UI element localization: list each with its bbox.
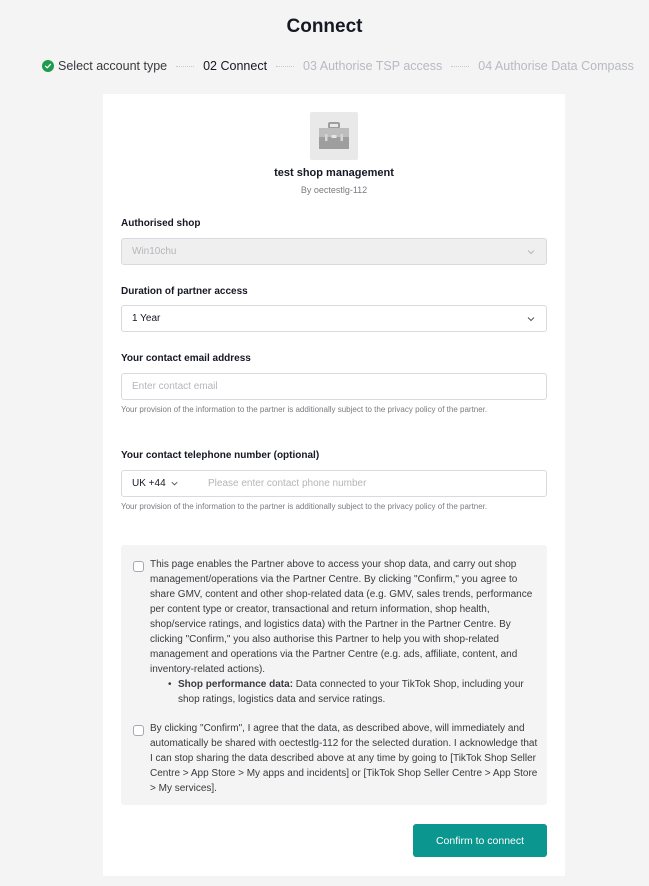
phone-field-wrapper bbox=[121, 470, 547, 497]
step-label: 04 Authorise Data Compass bbox=[478, 59, 634, 73]
step-label: Select account type bbox=[58, 59, 168, 73]
chevron-down-icon bbox=[526, 314, 536, 324]
step-divider bbox=[451, 66, 469, 67]
data-sharing-text: By clicking "Confirm", I agree that the data, as described above, will immediately and automatically be shared with oectestlg-112 for the selected duration. I acknowledge that I can stop sharing the data described above at any time by going to [TikTok Shop Seller Centre > App Store > My apps and incidents] or [TikTok Shop Seller Centre > App Store > My services]. bbox=[150, 723, 538, 794]
country-code-select[interactable] bbox=[122, 471, 208, 496]
authorised-shop-label: Authorised shop bbox=[121, 218, 201, 229]
consent-item-data-access bbox=[133, 557, 542, 707]
connect-card bbox=[103, 94, 565, 876]
page-title: Connect bbox=[286, 16, 363, 37]
consent-item-data-sharing bbox=[133, 721, 542, 796]
consent-panel bbox=[121, 545, 547, 805]
authorised-shop-select[interactable] bbox=[121, 238, 547, 265]
duration-value: 1 Year bbox=[132, 313, 161, 324]
email-field-wrapper bbox=[121, 373, 547, 400]
authorised-shop-value: Win10chu bbox=[132, 246, 177, 257]
step-connect bbox=[203, 59, 267, 73]
confirm-to-connect-button[interactable]: Confirm to connect bbox=[413, 824, 547, 857]
email-label: Your contact email address bbox=[121, 353, 251, 364]
phone-input[interactable] bbox=[208, 471, 546, 496]
phone-help-text: Your provision of the information to the partner is additionally subject to the privacy policy of the partner. bbox=[121, 502, 488, 511]
shop-performance-bullet bbox=[168, 677, 538, 707]
data-sharing-checkbox[interactable] bbox=[133, 725, 144, 736]
step-label: 02 Connect bbox=[203, 59, 268, 73]
data-access-checkbox[interactable] bbox=[133, 561, 144, 572]
app-name: test shop management bbox=[274, 167, 394, 179]
email-help-text: Your provision of the information to the partner is additionally subject to the privacy policy of the partner. bbox=[121, 405, 488, 414]
chevron-down-icon bbox=[526, 247, 536, 257]
step-authorise-tsp bbox=[303, 59, 442, 73]
step-select-account-type bbox=[42, 59, 167, 73]
step-authorise-data-compass bbox=[478, 59, 634, 73]
duration-label: Duration of partner access bbox=[121, 286, 248, 297]
step-divider bbox=[276, 66, 294, 67]
check-circle-icon bbox=[42, 60, 54, 72]
duration-select[interactable] bbox=[121, 305, 547, 332]
bullet-text: Data connected to your TikTok Shop, including your shop ratings, logistics data and service ratings. bbox=[178, 679, 524, 705]
app-logo bbox=[310, 112, 358, 160]
stepper bbox=[42, 59, 634, 73]
phone-label: Your contact telephone number (optional) bbox=[121, 450, 320, 461]
country-code-value: UK +44 bbox=[132, 478, 166, 489]
email-input[interactable] bbox=[122, 374, 546, 399]
chevron-down-icon bbox=[170, 479, 179, 488]
step-divider bbox=[176, 66, 194, 67]
data-access-text: This page enables the Partner above to access your shop data, and carry out shop management/operations via the Partner Centre. By clicking "Confirm," you agree to share GMV, content and other shop-related data (e.g. GMV, sales trends, performance per content type or creator, transactional and return information, shop health, shop/service ratings, and logistics data) with the Partner in the Partner Centre. By clicking "Confirm," you also authorise this Partner to help you with shop-related management and operations via the Partner Centre (e.g. ads, affiliate, content, and inventory-related actions). bbox=[150, 559, 533, 675]
briefcase-icon bbox=[317, 121, 351, 151]
app-developer: By oectestlg-112 bbox=[300, 185, 368, 195]
bullet-title: Shop performance data: bbox=[178, 679, 294, 690]
step-label: 03 Authorise TSP access bbox=[303, 59, 443, 73]
